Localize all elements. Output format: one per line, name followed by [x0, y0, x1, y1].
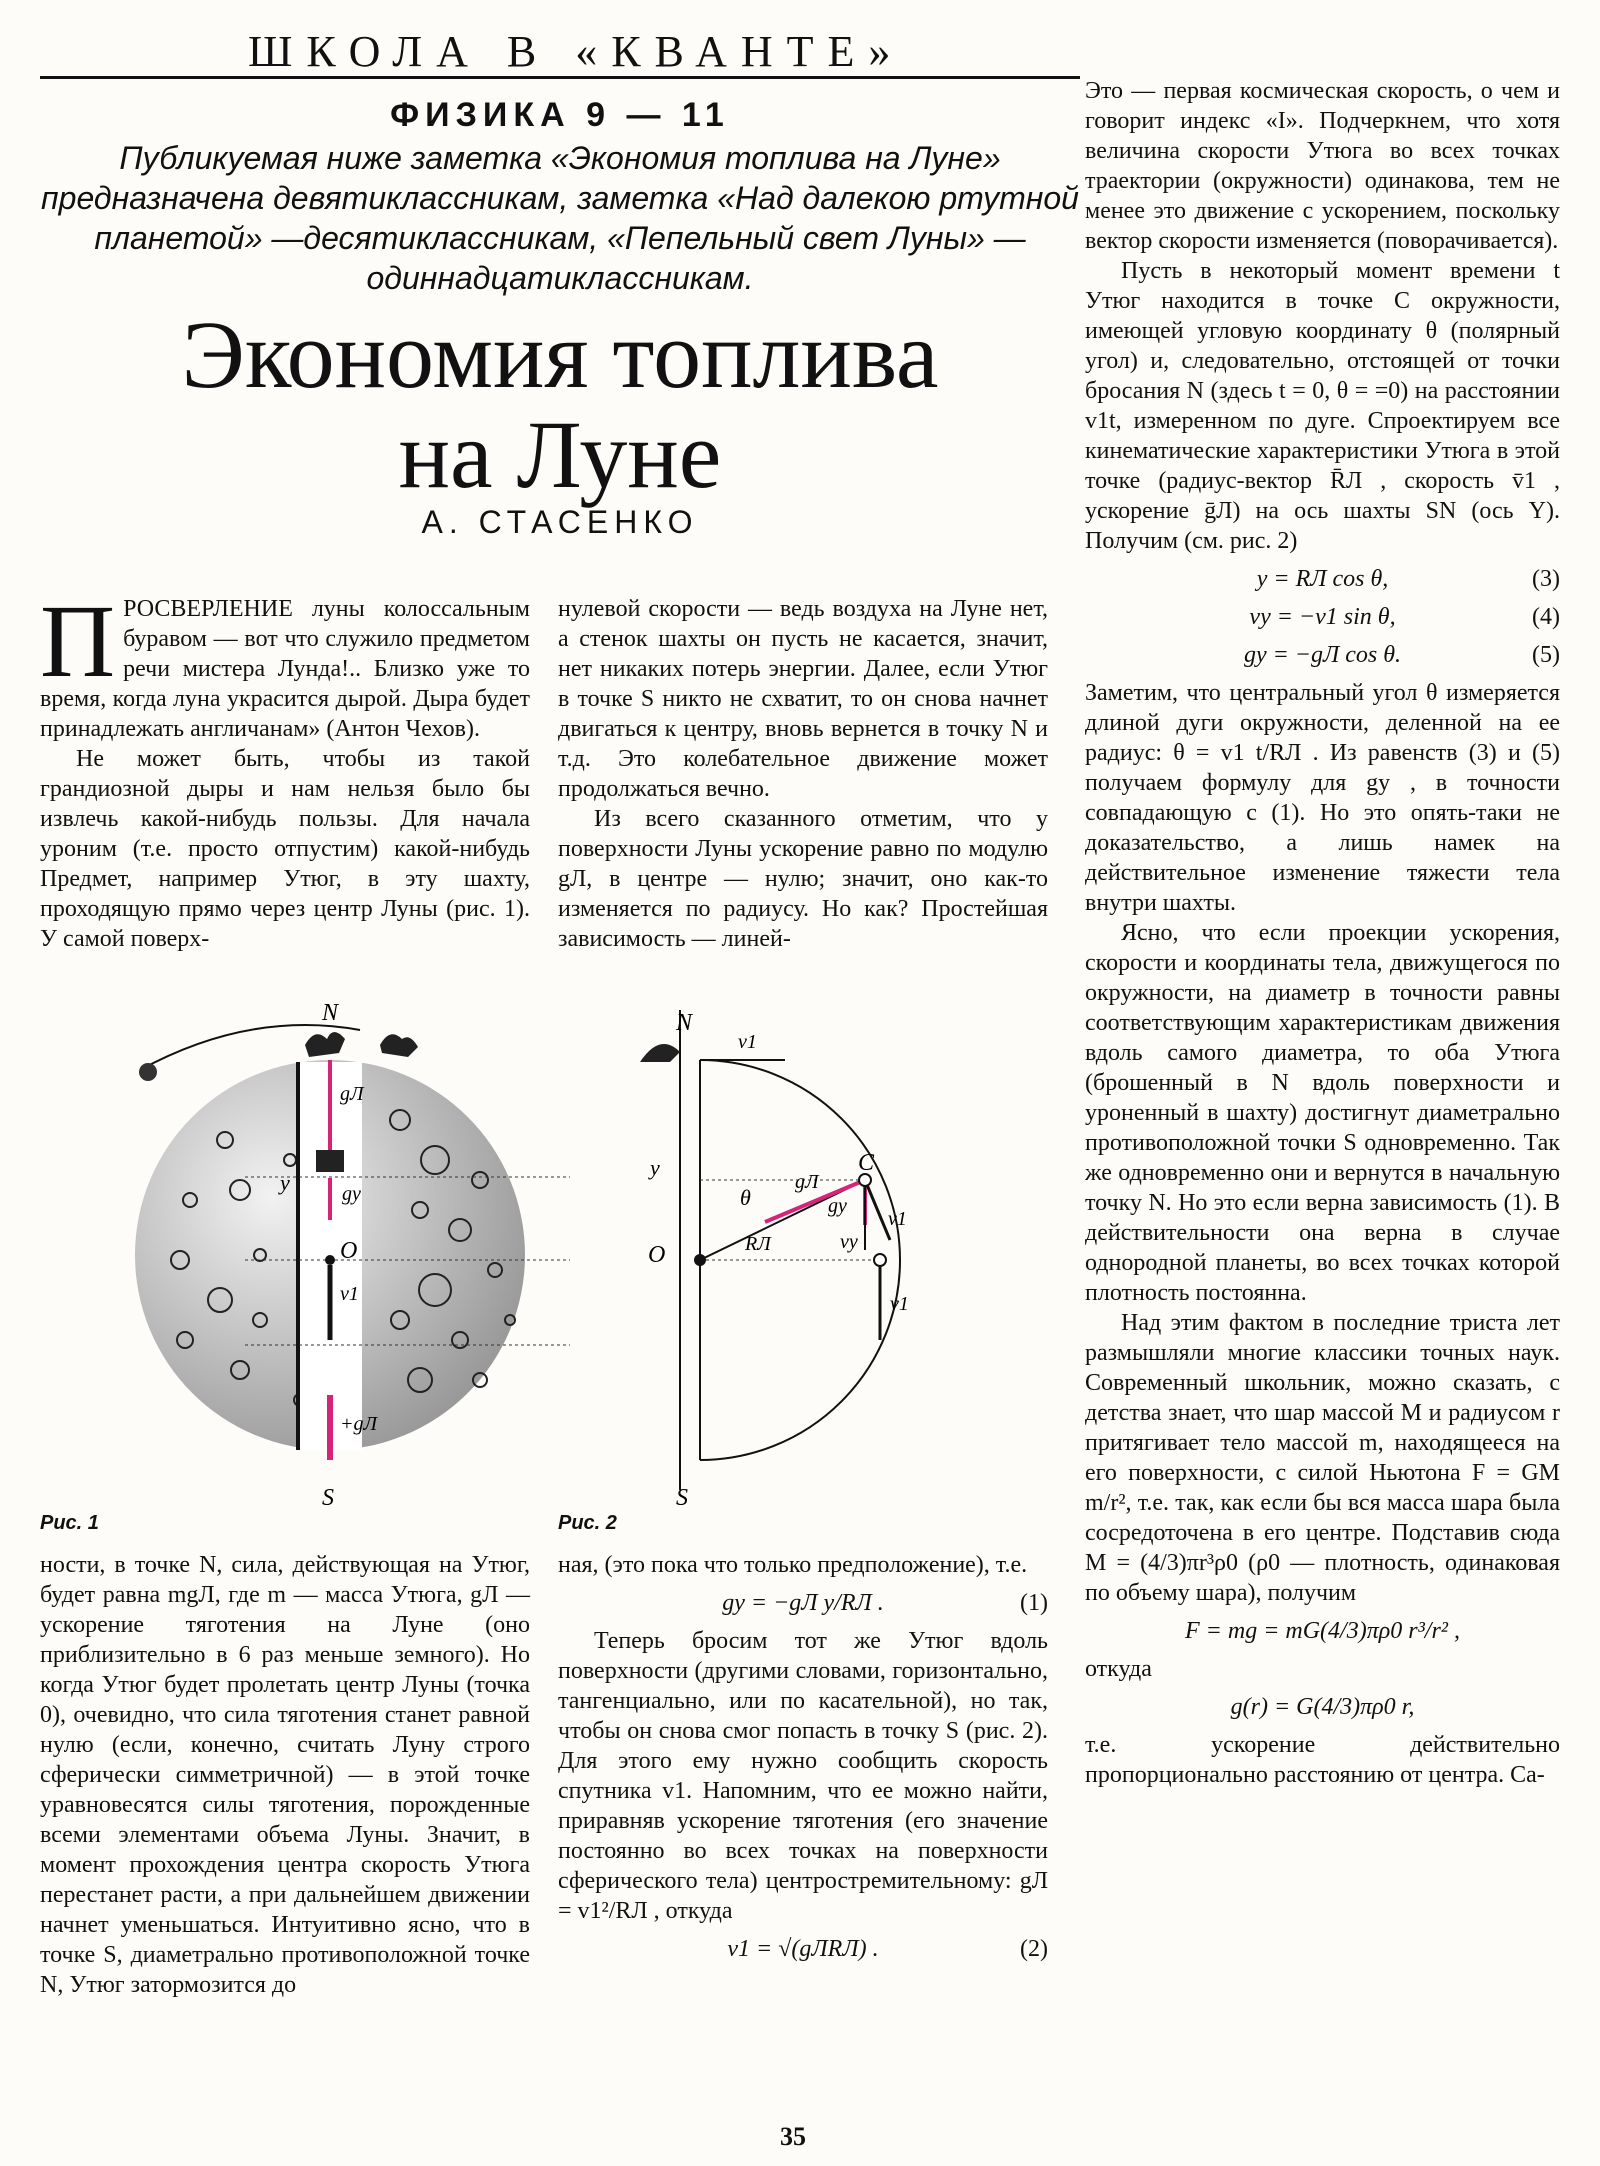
article-title	[40, 301, 1080, 508]
formula-6	[1085, 1616, 1560, 1646]
column-1-upper	[40, 584, 530, 954]
label-v1-top: v1	[738, 1031, 757, 1053]
col1-p2: Не может быть, чтобы из такой грандиозной дыры и нам нельзя было бы извлечь какой-нибудь пользы. Для начала уроним (т.е. просто отпустим) какой-нибудь Предмет, например Утюг, в эту шахту, проходящую прямо через центр Луны (рис. 1). У самой поверх-	[40, 746, 530, 952]
label-o: O	[648, 1242, 666, 1268]
formula-4-number: (4)	[1532, 604, 1560, 630]
astronaut-figure-icon	[380, 1034, 418, 1057]
author: А. СТАСЕНКО	[421, 504, 699, 540]
col3-p3: Заметим, что центральный угол θ измеряется длиной дуги окружности, деленной на ее радиус: θ = v1 t/RЛ . Из равенств (3) и (5) получаем формулу для gy , в точности совпадающую с (1). Но это опять-таки не доказательство, а лишь намек на действительное изменение тяжести тела внутри шахты.	[1085, 680, 1560, 916]
formula-7	[1085, 1692, 1560, 1722]
col3-p7: т.е. ускорение действительно пропорционально расстоянию от центра. Са-	[1085, 1732, 1560, 1788]
formula-4	[1085, 602, 1560, 632]
label-n: N	[676, 1010, 693, 1036]
col3-p2: Пусть в некоторый момент времени t Утюг находится в точке C окружности, имеющей угловую координату θ (полярный угол) и, следовательно, отстоящей от точки бросания N (здесь t = 0, θ = =0) на расстоянии v1t, измеренном по дуге. Спроектируем все кинематические характеристики Утюга в этой точке (радиус-вектор R̄Л , скорость v̄1 , ускорение ḡЛ) на ось шахты SN (ось Y). Получим (см. рис. 2)	[1085, 258, 1560, 554]
formula-7-expr: g(r) = G(4/3)πρ0 r,	[1230, 1694, 1415, 1720]
formula-1-expr: gy = −gЛ y/RЛ .	[722, 1590, 884, 1616]
formula-1	[558, 1588, 1048, 1618]
figure-2	[620, 1000, 1060, 1510]
label-v1: v1	[888, 1208, 907, 1230]
formula-3	[1085, 564, 1560, 594]
label-c: C	[858, 1150, 875, 1176]
rubric: ФИЗИКА 9 — 11	[390, 96, 730, 134]
header-rule	[40, 76, 1080, 79]
formula-2-number: (2)	[1020, 1936, 1048, 1962]
satellite-icon	[139, 1063, 157, 1081]
label-gl: gЛ	[795, 1171, 819, 1193]
center-point	[694, 1254, 706, 1266]
col2-p1: нулевой скорости — ведь воздуха на Луне нет, а стенок шахты он пусть не касается, значит, нет никаких потерь энергии. Далее, если Утюг в точке S никто не схватит, то он снова начнет двигаться к центру, вновь вернется в точку N и т.д. Это колебательное движение может продолжаться вечно.	[558, 596, 1048, 802]
label-plus-gl: +gЛ	[340, 1413, 378, 1435]
section-header: ШКОЛА В «КВАНТЕ»	[248, 27, 905, 76]
page-number: 35	[780, 2122, 806, 2151]
col3-p1: Это — первая космическая скорость, о чем и говорит индекс «I». Подчеркнем, что хотя величина скорости Утюга во всех точках траектории (окружности) одинакова, тем не менее это движение с ускорением, поскольку вектор скорости изменяется (поворачивается).	[1085, 78, 1560, 254]
intro-note: Публикуемая ниже заметка «Экономия топлива на Луне» предназначена девятиклассникам, заметка «Над далекою ртутной планетой» —десятиклассникам, «Пепельный свет Луны» — одиннадцатиклассникам.	[41, 140, 1079, 296]
col1-p1: РОСВЕРЛЕНИЕ луны колоссальным буравом — вот что служило предметом речи мистера Лунда!.. Близко уже то время, когда луна украсится дырой. Дыра будет принадлежать англичанам» (Антон Чехов).	[40, 596, 530, 742]
point-right	[874, 1254, 886, 1266]
figure-1-caption: Рис. 1	[40, 1512, 99, 1534]
label-theta: θ	[740, 1185, 751, 1210]
label-y: y	[650, 1155, 660, 1180]
label-gy: gy	[828, 1195, 847, 1217]
formula-3-number: (3)	[1532, 566, 1560, 592]
column-2-upper	[558, 594, 1048, 954]
label-rl: RЛ	[745, 1233, 771, 1255]
col3-p4: Ясно, что если проекции ускорения, скорости и координаты тела, движущегося по окружности, на диаметр в точности равны соответствующим характеристикам движения вдоль самого диаметра, то оба Утюга (брошенный в N вдоль поверхности и уроненный в шахту) достигнут диаметрально противоположной точки S одновременно. Так же одновременно они и вернутся в начальную точку N. Но это если верна зависимость (1). В действительности она верна в случае однородной планеты, во всех точках которой плотность постоянна.	[1085, 920, 1560, 1306]
label-v1: v1	[340, 1283, 359, 1305]
formula-6-expr: F = mg = mG(4/3)πρ0 r³/r² ,	[1185, 1618, 1460, 1644]
formula-3-expr: y = RЛ cos θ,	[1256, 566, 1389, 592]
label-gy: gy	[342, 1183, 361, 1205]
figure-2-caption: Рис. 2	[558, 1512, 617, 1534]
label-s: S	[322, 1485, 334, 1510]
formula-4-expr: vy = −v1 sin θ,	[1249, 604, 1396, 630]
center-point	[325, 1255, 335, 1265]
label-v1-lower: v1	[890, 1293, 909, 1315]
drop-cap: П	[40, 584, 116, 699]
formula-2-expr: v1 = √(gЛRЛ) .	[727, 1936, 879, 1962]
label-o: O	[340, 1238, 358, 1264]
column-1-lower	[40, 1550, 530, 2000]
label-y: y	[280, 1170, 290, 1195]
title-line-1: Экономия топлива	[181, 301, 939, 408]
col2-p3: ная, (это пока что только предположение), т.е.	[558, 1552, 1028, 1578]
astronaut-figure-icon	[305, 1032, 345, 1057]
label-vy: vy	[840, 1231, 858, 1253]
col1-p3: ности, в точке N, сила, действующая на Утюг, будет равна mgЛ, где m — масса Утюга, gЛ — ускорение тяготения на Луне (оно приблизительно в 6 раз меньше земного). Но когда Утюг будет пролетать центр Луны (точка 0), очевидно, что сила тяготения станет равной нулю (если, конечно, считать Луну строго сферически симметричной) — в этой точке уравновесятся силы тяготения, порожденные всеми элементами объема Луны. Значит, в момент прохождения центра скорость Утюга перестанет расти, а при дальнейшем движении начнет уменьшаться. Интуитивно ясно, что в точке S, диаметрально противоположной точке N, Утюг затормозится до	[40, 1552, 530, 1998]
label-s: S	[676, 1485, 688, 1510]
label-gl: gЛ	[340, 1083, 364, 1105]
astronaut-figure-icon	[640, 1044, 680, 1062]
col2-p2: Из всего сказанного отметим, что у поверхности Луны ускорение равно по модулю gЛ, в центре — нулю; значит, оно как-то изменяется по радиусу. Но как? Простейшая зависимость — линей-	[558, 806, 1048, 952]
label-n: N	[322, 1000, 339, 1026]
formula-5-number: (5)	[1532, 642, 1560, 668]
figure-1	[130, 1000, 570, 1510]
formula-5-expr: gy = −gЛ cos θ.	[1243, 642, 1402, 668]
col2-p4: Теперь бросим тот же Утюг вдоль поверхности (другими словами, горизонтально, тангенциально, или по касательной), но так, чтобы он снова смог попасть в точку S (рис. 2). Для этого ему нужно сообщить скорость спутника v1. Напомним, что ее можно найти, приравняв ускорение тяготения (его значение постоянно во всех точках на поверхности сферического тела) центростремительному: gЛ = v1²/RЛ , откуда	[558, 1628, 1048, 1924]
formula-2	[558, 1934, 1048, 1964]
col3-p6: откуда	[1085, 1656, 1152, 1682]
formula-5	[1085, 640, 1560, 670]
column-3	[1085, 76, 1560, 1790]
iron-icon	[316, 1150, 344, 1172]
column-2-lower	[558, 1550, 1048, 1972]
formula-1-number: (1)	[1020, 1590, 1048, 1616]
col3-p5: Над этим фактом в последние триста лет размышляли многие классики точных наук. Современный школьник, можно сказать, с детства знает, что шар массой M и радиусом r притягивает тело массой m, находящееся на его поверхности, с силой Ньютона F = GM m/r², т.е. так, как если бы вся масса шара была сосредоточена в его центре. Подставив сюда M = (4/3)πr³ρ0 (ρ0 — плотность, одинаковая по объему шара), получим	[1085, 1310, 1560, 1606]
title-line-2: на Луне	[398, 401, 722, 508]
